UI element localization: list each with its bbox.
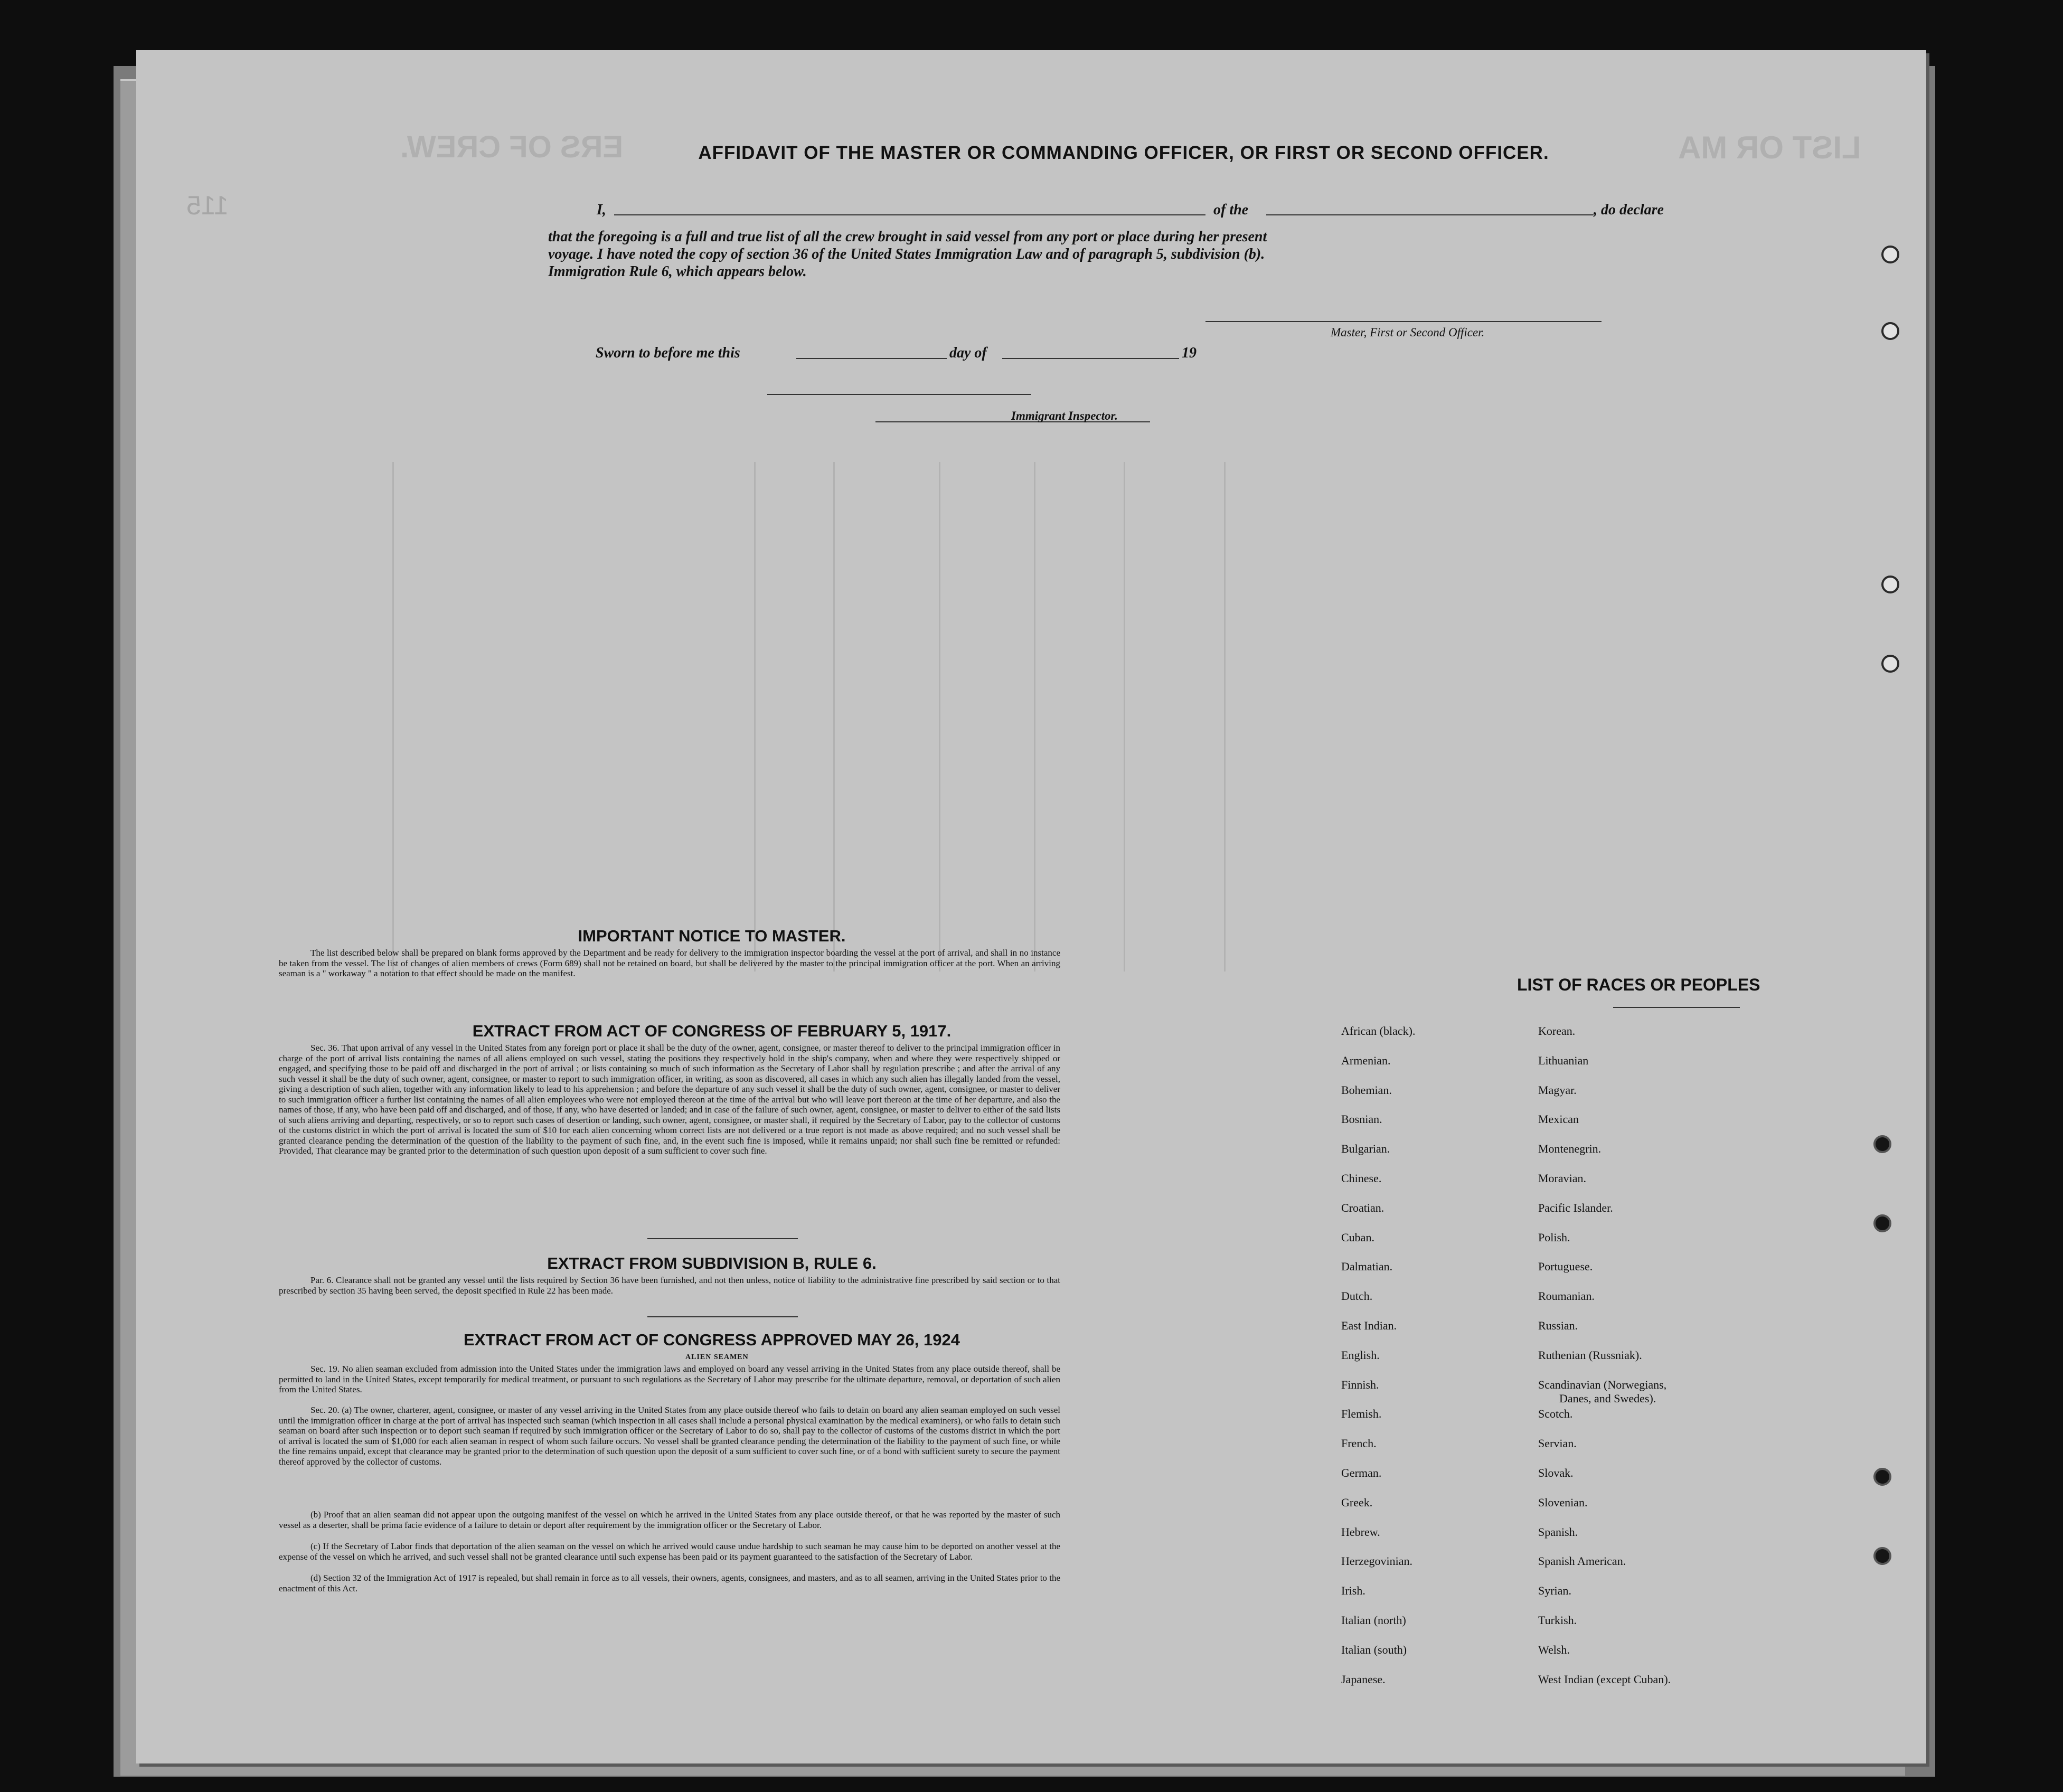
extract-1924-sec20a: Sec. 20. (a) The owner, charterer, agent, consignee, or master of any vessel arriving in the United States from any place outside thereof who fails to detain on board any alien seaman employed on such vessel until the immigration officer in charge at the port of arrival has inspected such seaman (which inspection in all cases shall include a personal physical examination by the medical examiners), or who fails to detain such seaman on board after such inspection or to deport such seaman if required by such immigration officer or the Secretary of Labor to do so, shall pay to the collector of customs of the customs district in which the port of arrival is located the sum of $1,000 for each alien seaman in respect of whom such failure occurs. No vessel shall be granted clearance pending the determination of the liability to the payment of such fine, or while the fine remains unpaid, except that clearance may be granted prior to the determination of such question upon the deposit of a sum sufficient to cover such fine, or of a bond with sufficient surety to secure the payment thereof approved by the collector of customs. xyxy=(279,1405,1060,1467)
race-item-right: Danes, and Swedes). xyxy=(1559,1391,1656,1405)
race-item-right: Polish. xyxy=(1538,1230,1570,1244)
punch-hole xyxy=(1881,322,1899,340)
section-divider xyxy=(647,1316,798,1317)
race-item-right: Roumanian. xyxy=(1538,1289,1595,1303)
inspector-signature-line xyxy=(767,393,1031,395)
ghost-column-line xyxy=(392,462,394,972)
race-item-left: French. xyxy=(1341,1437,1377,1450)
race-item-left: Croatian. xyxy=(1341,1201,1384,1214)
extract-rule6-body: Par. 6. Clearance shall not be granted any vessel until the lists required by Section 36 have been furnished, and not then unless, notice of liability to the administrative fine prescribed by said section or to that prescribed by section 35 having been served, the deposit specified in Rule 22 has been made. xyxy=(279,1275,1060,1296)
ghost-column-line xyxy=(1034,462,1035,972)
race-item-left: Dalmatian. xyxy=(1341,1260,1393,1274)
race-item-left: Bosnian. xyxy=(1341,1112,1382,1126)
race-item-left: Bulgarian. xyxy=(1341,1142,1390,1156)
race-item-right: Slovenian. xyxy=(1538,1495,1588,1509)
ghost-column-line xyxy=(754,462,756,972)
race-item-right: Slovak. xyxy=(1538,1466,1574,1479)
extract-1924-sec20d: (d) Section 32 of the Immigration Act of 1917 is repealed, but shall remain in force as to all vessels, their owners, agents, consignees, and masters, and as to all seamen, arriving in the United States prior to the enactment of this Act. xyxy=(279,1573,1060,1593)
notice-title: IMPORTANT NOTICE TO MASTER. xyxy=(578,927,846,945)
extract-1917-title: EXTRACT FROM ACT OF CONGRESS OF FEBRUARY 5, 1917. xyxy=(472,1022,952,1040)
race-item-left: Armenian. xyxy=(1341,1053,1391,1067)
race-item-left: Chinese. xyxy=(1341,1172,1382,1185)
race-item-right: Syrian. xyxy=(1538,1584,1571,1598)
extract-1924-sec19: Sec. 19. No alien seaman excluded from admission into the United States under the immigration laws and employed on board any vessel arriving in the United States from any place outside thereof, shall be permitted to land in the United States, except temporarily for medical treatment, or pursuant to such regulations as the Secretary of Labor may prescribe for the ultimate departure, removal, or deportation of such alien from the United States. xyxy=(279,1364,1060,1394)
race-item-right: Montenegrin. xyxy=(1538,1142,1602,1156)
race-item-right: Korean. xyxy=(1538,1024,1576,1038)
affidavit-title: AFFIDAVIT OF THE MASTER OR COMMANDING OFFICER, OR FIRST OR SECOND OFFICER. xyxy=(698,143,1549,163)
race-item-right: Welsh. xyxy=(1538,1643,1570,1656)
punch-hole xyxy=(1881,576,1899,593)
race-item-right: Pacific Islander. xyxy=(1538,1201,1613,1214)
master-signature-line xyxy=(1205,320,1602,322)
race-item-right: Russian. xyxy=(1538,1319,1578,1332)
bleed-through-header-2: ERS OF CREW. xyxy=(400,130,624,164)
race-item-right: Portuguese. xyxy=(1538,1260,1593,1274)
document-page xyxy=(136,50,1926,1763)
race-item-right: Spanish American. xyxy=(1538,1554,1626,1568)
bleed-through-page-number: 115 xyxy=(186,191,229,220)
race-item-left: German. xyxy=(1341,1466,1382,1479)
sworn-day-of: day of xyxy=(949,345,987,361)
race-item-right: Scandinavian (Norwegians, xyxy=(1538,1378,1667,1391)
affidavit-i: I, xyxy=(597,202,606,218)
race-item-right: Magyar. xyxy=(1538,1083,1577,1097)
punch-hole xyxy=(1881,246,1899,263)
race-item-left: Italian (south) xyxy=(1341,1643,1407,1656)
race-item-left: Japanese. xyxy=(1341,1672,1386,1686)
races-title-underline xyxy=(1613,1007,1740,1008)
race-item-right: Turkish. xyxy=(1538,1614,1577,1627)
inspector-label: Immigrant Inspector. xyxy=(1011,409,1118,422)
races-title: LIST OF RACES OR PEOPLES xyxy=(1517,975,1760,994)
ghost-column-line xyxy=(833,462,835,972)
ghost-column-line xyxy=(939,462,940,972)
race-item-left: English. xyxy=(1341,1348,1380,1362)
punch-hole xyxy=(1873,1547,1891,1565)
race-item-left: Irish. xyxy=(1341,1584,1365,1598)
notice-body: The list described below shall be prepared on blank forms approved by the Department and be ready for delivery to the immigration inspector boarding the vessel at the port of arrival, and shall in no instance be taken from the vessel. The list of changes of alien members of crews (Form 689) shall not be retained on board, but shall be delivered by the master to the principal immigration officer at the port. When an arriving seaman is a " workaway " a notation to that effect should be made on the manifest. xyxy=(279,948,1060,978)
affidavit-declare: , do declare xyxy=(1594,202,1664,218)
vessel-blank xyxy=(1266,214,1594,215)
race-item-left: Bohemian. xyxy=(1341,1083,1392,1097)
punch-hole xyxy=(1873,1214,1891,1232)
section-divider xyxy=(647,1238,798,1239)
affidavit-line-3: voyage. I have noted the copy of section 36 of the United States Immigration Law and of paragraph 5, subdivision (b). xyxy=(548,246,1265,262)
race-item-left: Greek. xyxy=(1341,1495,1373,1509)
ghost-column-line xyxy=(1224,462,1226,972)
race-item-right: Scotch. xyxy=(1538,1407,1573,1421)
extract-rule6-title: EXTRACT FROM SUBDIVISION B, RULE 6. xyxy=(547,1254,877,1272)
sworn-day-blank xyxy=(796,357,947,359)
affidavit-line-4: Immigration Rule 6, which appears below. xyxy=(548,263,807,280)
extract-1924-sec20c: (c) If the Secretary of Labor finds that deportation of the alien seaman on the vessel on which he arrived would cause undue hardship to such seaman he may cause him to be deported on another vessel at the expense of the vessel on which he arrived, and such vessel shall not be granted clearance until such expense has been paid or its payment guaranteed to the satisfaction of the Secretary of Labor. xyxy=(279,1541,1060,1562)
race-item-left: Cuban. xyxy=(1341,1230,1374,1244)
extract-1924-subtitle: ALIEN SEAMEN xyxy=(685,1353,749,1361)
extract-1924-title: EXTRACT FROM ACT OF CONGRESS APPROVED MAY 26, 1924 xyxy=(464,1331,960,1349)
punch-hole xyxy=(1881,655,1899,673)
race-item-right: Moravian. xyxy=(1538,1172,1587,1185)
race-item-left: African (black). xyxy=(1341,1024,1416,1038)
race-item-left: Italian (north) xyxy=(1341,1614,1406,1627)
punch-hole xyxy=(1873,1468,1891,1486)
race-item-right: Spanish. xyxy=(1538,1525,1578,1539)
race-item-right: Lithuanian xyxy=(1538,1053,1589,1067)
race-item-left: Finnish. xyxy=(1341,1378,1379,1391)
race-item-right: Ruthenian (Russniak). xyxy=(1538,1348,1642,1362)
name-blank xyxy=(614,214,1205,215)
sworn-month-blank xyxy=(1002,357,1179,359)
race-item-left: Flemish. xyxy=(1341,1407,1382,1421)
race-item-right: Servian. xyxy=(1538,1437,1577,1450)
punch-hole xyxy=(1873,1135,1891,1153)
sworn-prefix: Sworn to before me this xyxy=(596,345,740,361)
extract-1924-sec20b: (b) Proof that an alien seaman did not appear upon the outgoing manifest of the vessel on which he arrived in the United States from any place outside thereof, or that he was reported by the master of such vessel as a deserter, shall be prima facie evidence of a failure to detain or deport after requirement by the immigration officer or the Secretary of Labor. xyxy=(279,1510,1060,1530)
race-item-right: Mexican xyxy=(1538,1112,1579,1126)
race-item-right: West Indian (except Cuban). xyxy=(1538,1672,1671,1686)
race-item-left: Hebrew. xyxy=(1341,1525,1380,1539)
bleed-through-header: LIST OR MA xyxy=(1678,130,1861,165)
master-signature-label: Master, First or Second Officer. xyxy=(1331,326,1485,339)
extract-1917-body: Sec. 36. That upon arrival of any vessel in the United States from any foreign port or place it shall be the duty of the owner, agent, consignee, or master thereof to deliver to the principal immigration officer in charge of the port of arrival lists containing the names of all aliens employed on such vessel, stating the positions they respectively hold in the ship's company, when and where they were respectively shipped or engaged, and specifying those to be paid off and discharged in the port of arrival ; or lists containing so much of such information as the Secretary of Labor shall by regulation prescribe ; and after the arrival of any such vessel it shall be the duty of such owner, agent, consignee, or master to report to such immigration officer, in writing, as soon as discovered, all cases in which any such alien has illegally landed from the vessel, giving a description of such alien, together with any information likely to lead to his apprehension ; and before the departure of any such vessel it shall be the duty of such owner, agent, consignee, or master to deliver to such immigration officer a further list containing the names of all alien employees who were not employed thereon at the time of the arrival but who will leave port thereon at the time of her departure, and also the names of those, if any, who have been paid off and discharged, and of those, if any, who have deserted or landed; and in case of the failure of such owner, agent, consignee, or master to deliver to either of the said lists of such aliens arriving and departing, respectively, or so to report such cases of desertion or landing, such owner, agent, consignee, or master shall, if required by the Secretary of Labor, pay to the collector of customs of the customs district in which the port of arrival is located the sum of $10 for each alien concerning whom correct lists are not delivered or a true report is not made as above required; and no such vessel shall be granted clearance pending the determination of the question of the liability to the payment of such fine, and, in the event such fine is imposed, while it remains unpaid; nor shall such fine be remitted or refunded: Provided, That clearance may be granted prior to the determination of such question upon deposit of a sum sufficient to cover such fine. xyxy=(279,1043,1060,1156)
race-item-left: Herzegovinian. xyxy=(1341,1554,1412,1568)
affidavit-line-2: that the foregoing is a full and true list of all the crew brought in said vessel from any port or place during her present xyxy=(548,229,1267,245)
sworn-year: 19 xyxy=(1182,345,1197,361)
race-item-left: East Indian. xyxy=(1341,1319,1397,1332)
affidavit-of-the: of the xyxy=(1213,202,1249,218)
ghost-column-line xyxy=(1124,462,1125,972)
race-item-left: Dutch. xyxy=(1341,1289,1373,1303)
